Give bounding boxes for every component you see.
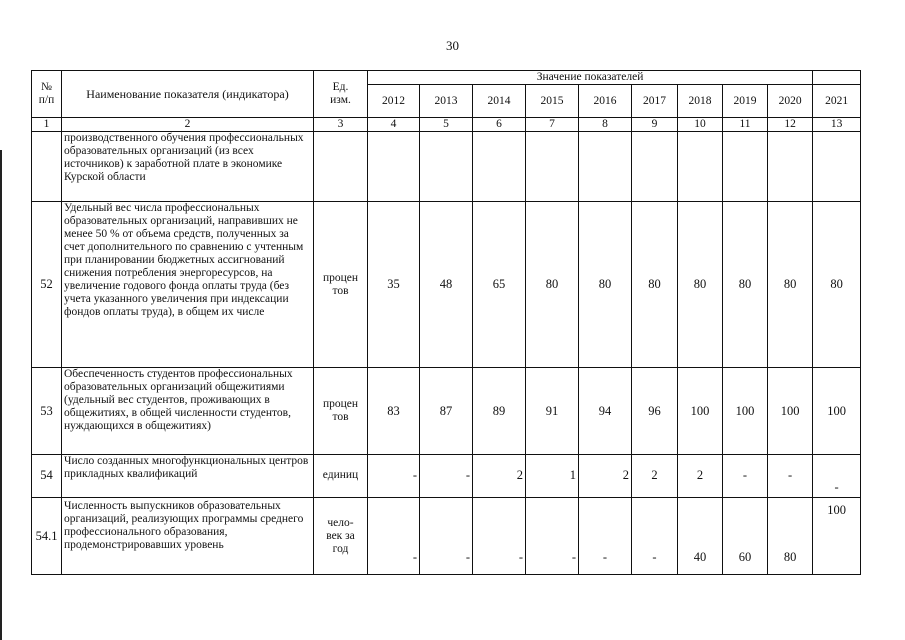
col-number: 13 <box>813 118 861 132</box>
col-number: 5 <box>420 118 473 132</box>
value-cell <box>678 132 723 202</box>
col-number: 1 <box>32 118 62 132</box>
table-row <box>32 498 861 575</box>
year-2017: 2017 <box>632 85 678 118</box>
value-cell: 80 <box>723 202 768 368</box>
value-cell: 100 <box>723 368 768 455</box>
indicator-table <box>31 70 861 575</box>
value-cell: - <box>723 455 768 498</box>
value-cell: - <box>473 498 526 575</box>
year-2019: 2019 <box>723 85 768 118</box>
indicator-name: Удельный вес числа профессиональных образовательных организаций, направивших не менее 50 % от объема средств, полученных за счет дополнительного по сравнению с учтенным при планировании бюджетных ассигнований снижения потребления энергоресурсов, на увеличение годового фонда оплаты труда (без учета указанного увеличения при индексации фондов оплаты труда), в общем их числе <box>62 202 314 368</box>
value-cell: 40 <box>678 498 723 575</box>
value-cell: 80 <box>768 202 813 368</box>
col-number: 8 <box>579 118 632 132</box>
value-cell: 65 <box>473 202 526 368</box>
value-cell: 80 <box>678 202 723 368</box>
indicator-unit <box>314 132 368 202</box>
value-cell: 91 <box>526 368 579 455</box>
col-number: 2 <box>62 118 314 132</box>
indicator-name: Число созданных многофункциональных центров прикладных квалификаций <box>62 455 314 498</box>
num-header: № п/п <box>32 71 62 118</box>
value-cell: 100 <box>678 368 723 455</box>
col-number: 10 <box>678 118 723 132</box>
year-2013: 2013 <box>420 85 473 118</box>
value-cell <box>368 132 420 202</box>
value-cell <box>526 132 579 202</box>
row-number: 52 <box>32 202 62 368</box>
value-cell <box>768 132 813 202</box>
indicator-unit: чело- век за год <box>314 498 368 575</box>
value-cell: - <box>768 455 813 498</box>
value-cell: - <box>632 498 678 575</box>
row-number: 53 <box>32 368 62 455</box>
value-cell: 83 <box>368 368 420 455</box>
col-number: 3 <box>314 118 368 132</box>
value-cell: 35 <box>368 202 420 368</box>
table-row <box>32 202 861 368</box>
page-number: 30 <box>446 38 459 53</box>
value-cell: 48 <box>420 202 473 368</box>
value-cell: 100 <box>768 368 813 455</box>
indicator-unit: процен тов <box>314 368 368 455</box>
value-cell: - <box>813 455 861 498</box>
indicator-unit: процен тов <box>314 202 368 368</box>
unit-header: Ед. изм. <box>314 71 368 118</box>
value-cell: 60 <box>723 498 768 575</box>
year-2012: 2012 <box>368 85 420 118</box>
value-cell: 96 <box>632 368 678 455</box>
value-cell: 2 <box>678 455 723 498</box>
col-number: 9 <box>632 118 678 132</box>
values-header-extra <box>813 71 861 85</box>
year-2014: 2014 <box>473 85 526 118</box>
values-header: Значение показателей <box>368 71 813 85</box>
col-number: 7 <box>526 118 579 132</box>
value-cell <box>473 132 526 202</box>
value-cell: 100 <box>813 368 861 455</box>
value-cell: 2 <box>473 455 526 498</box>
value-cell <box>813 132 861 202</box>
row-number: 54.1 <box>32 498 62 575</box>
year-2021: 2021 <box>813 85 861 118</box>
value-cell: - <box>579 498 632 575</box>
value-cell: - <box>420 455 473 498</box>
column-numbers-row <box>32 118 861 132</box>
name-header: Наименование показателя (индикатора) <box>62 71 314 118</box>
col-number: 12 <box>768 118 813 132</box>
row-number: 54 <box>32 455 62 498</box>
value-cell: 2 <box>632 455 678 498</box>
value-cell <box>579 132 632 202</box>
value-cell: 89 <box>473 368 526 455</box>
value-cell: 80 <box>526 202 579 368</box>
value-cell <box>420 132 473 202</box>
col-number: 4 <box>368 118 420 132</box>
value-cell: 1 <box>526 455 579 498</box>
value-cell <box>632 132 678 202</box>
value-cell: 87 <box>420 368 473 455</box>
value-cell: 80 <box>632 202 678 368</box>
value-cell: - <box>368 455 420 498</box>
table-row <box>32 132 861 202</box>
value-cell: 94 <box>579 368 632 455</box>
indicator-unit: единиц <box>314 455 368 498</box>
col-number: 11 <box>723 118 768 132</box>
value-cell: - <box>526 498 579 575</box>
value-cell: 100 <box>813 498 861 575</box>
indicator-name: Обеспеченность студентов профессиональных образовательных организаций общежитиями (удельный вес студентов, проживающих в общежитиях, в общей численности студентов, нуждающихся в общежитиях) <box>62 368 314 455</box>
value-cell: - <box>420 498 473 575</box>
year-2020: 2020 <box>768 85 813 118</box>
table-row <box>32 455 861 498</box>
row-number <box>32 132 62 202</box>
year-2015: 2015 <box>526 85 579 118</box>
value-cell: 2 <box>579 455 632 498</box>
scan-edge-line <box>0 150 2 640</box>
value-cell: 80 <box>813 202 861 368</box>
indicator-name: Численность выпускников образовательных организаций, реализующих программы среднего профессионального образования, продемонстрировавших уровень <box>62 498 314 575</box>
year-2016: 2016 <box>579 85 632 118</box>
value-cell: - <box>368 498 420 575</box>
value-cell: 80 <box>579 202 632 368</box>
table-row <box>32 368 861 455</box>
year-2018: 2018 <box>678 85 723 118</box>
value-cell: 80 <box>768 498 813 575</box>
value-cell <box>723 132 768 202</box>
indicator-name: производственного обучения профессиональных образовательных организаций (из всех источников) к заработной плате в экономике Курской области <box>62 132 314 202</box>
col-number: 6 <box>473 118 526 132</box>
